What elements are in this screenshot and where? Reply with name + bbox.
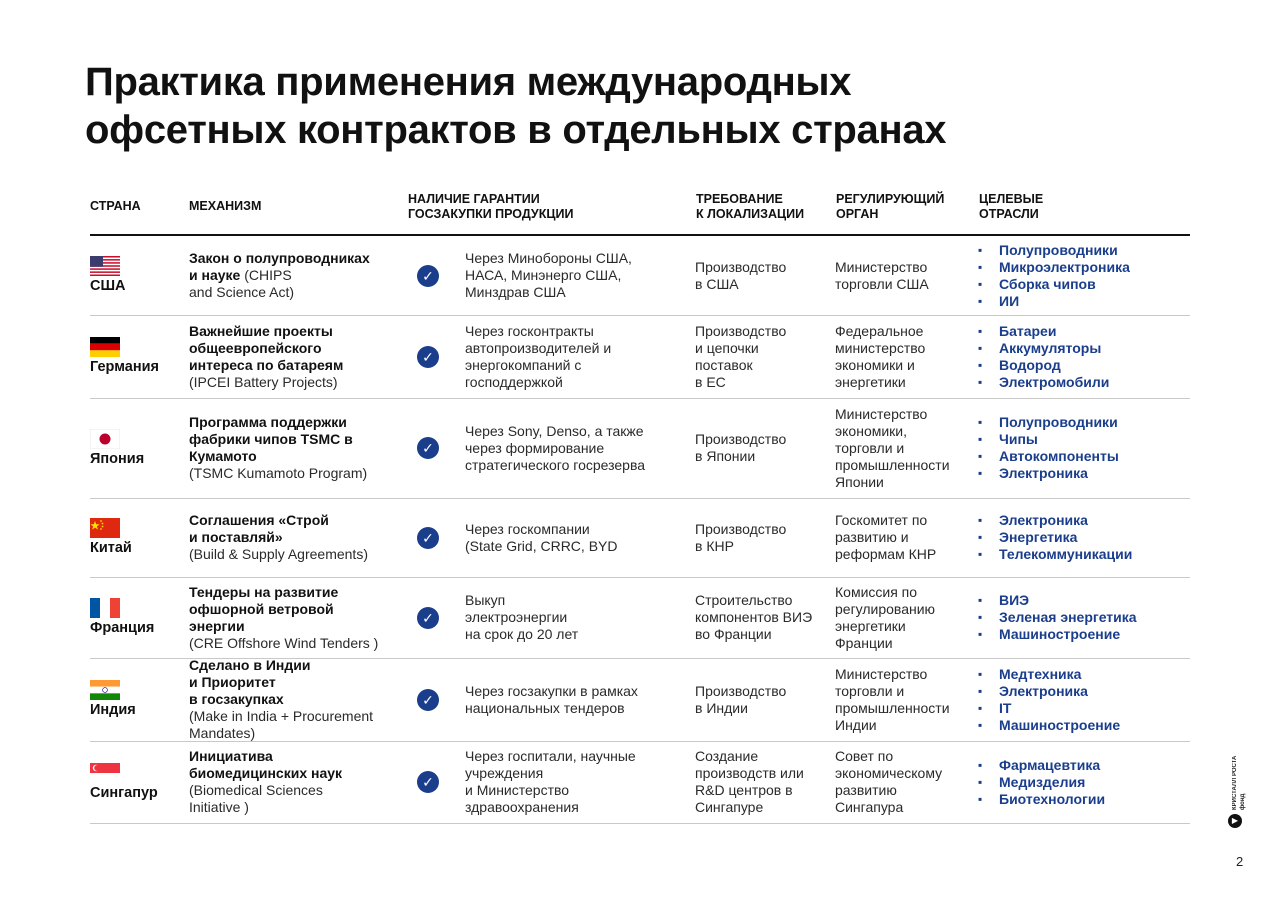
industry-item: ▪ IT (978, 700, 1190, 717)
industries-list (978, 414, 1190, 482)
regulator-line: Федеральное (835, 322, 924, 339)
localization-line: в КНР (695, 537, 734, 554)
industries-cell (978, 741, 1190, 823)
check-circle-icon: ✓ (417, 527, 439, 549)
mechanism-english-line: Initiative ) (189, 799, 249, 815)
guarantee-line: Через госзакупки в рамках (465, 682, 638, 699)
logo-icon: ▶ (1228, 814, 1242, 828)
localization-cell (695, 658, 830, 741)
guarantee-line: энергокомпаний с (465, 356, 582, 373)
header-localization (696, 192, 804, 222)
regulator-cell (835, 741, 975, 823)
regulator-line: Министерство (835, 405, 928, 422)
industry-item: ▪ Полупроводники (978, 242, 1190, 259)
industries-list (978, 323, 1190, 391)
guarantee-line: стратегического госрезерва (465, 456, 646, 473)
flag-in-icon (90, 680, 120, 700)
check-circle-icon: ✓ (417, 771, 439, 793)
industry-item: ▪ Микроэлектроника (978, 259, 1190, 276)
industry-item: ▪ Сборка чипов (978, 276, 1190, 293)
mechanism-name-line: и науке (189, 267, 241, 283)
guarantee-line: на срок до 20 лет (465, 626, 579, 642)
regulator-line: Комиссия по (835, 583, 918, 600)
mechanism-name-line: Соглашения «Строй (189, 512, 329, 528)
industry-item: ▪ ВИЭ (978, 592, 1190, 609)
localization-line: в ЕС (695, 373, 726, 390)
country-cell (90, 498, 185, 577)
country-cell (90, 236, 185, 315)
industry-item: ▪ Автокомпоненты (978, 448, 1190, 465)
localization-line: Производство (695, 520, 787, 537)
country-cell (90, 741, 185, 823)
table-row (90, 658, 1190, 742)
check-circle-icon: ✓ (417, 265, 439, 287)
guarantee-line: Минздрав США (465, 284, 566, 300)
industry-item: ▪ Электроника (978, 512, 1190, 529)
localization-cell (695, 741, 830, 823)
regulator-cell (835, 236, 975, 315)
mechanism-cell (189, 577, 404, 658)
regulator-cell (835, 658, 975, 741)
guarantee-cell (465, 236, 690, 315)
header-regulator-line-2: ОРГАН (836, 207, 879, 221)
industries-cell (978, 498, 1190, 577)
table-row (90, 315, 1190, 399)
regulator-line: энергетики (835, 617, 906, 634)
flag-jp-icon (90, 429, 120, 449)
guarantee-line: НАСА, Минэнерго США, (465, 267, 622, 283)
localization-cell (695, 315, 830, 398)
check-circle-icon: ✓ (417, 437, 439, 459)
localization-line: поставок (695, 356, 753, 373)
guarantee-line: здравоохранения (465, 799, 579, 815)
mechanism-cell (189, 658, 404, 741)
industry-item: ▪ Биотехнологии (978, 791, 1190, 808)
regulator-line: экономическому (835, 765, 943, 781)
mechanism-name-line: общеевропейского (189, 339, 322, 356)
header-guarantee-line-2: ГОСЗАКУПКИ ПРОДУКЦИИ (408, 207, 574, 221)
header-guarantee-line-1: НАЛИЧИЕ ГАРАНТИИ (408, 192, 540, 206)
header-guarantee (408, 192, 573, 222)
flag-sg-icon (90, 763, 120, 783)
regulator-line: экономики, (835, 422, 908, 439)
table-row (90, 741, 1190, 824)
mechanism-name-line: и поставляй» (189, 529, 283, 545)
mechanism-cell (189, 498, 404, 577)
industry-item: ▪ Медизделия (978, 774, 1190, 791)
guarantee-check-cell (408, 741, 448, 823)
localization-line: в США (695, 275, 739, 292)
industries-list (978, 666, 1190, 734)
localization-line: в Японии (695, 448, 756, 464)
industry-item: ▪ Чипы (978, 431, 1190, 448)
localization-line: Производство (695, 258, 787, 275)
guarantee-line: господдержкой (465, 373, 563, 390)
mechanism-name-line: офшорной ветровой (189, 600, 334, 617)
localization-cell (695, 236, 830, 315)
regulator-line: развитию и (835, 529, 909, 545)
flag-us-icon (90, 256, 120, 276)
regulator-line: Сингапура (835, 799, 904, 815)
mechanism-name-line: Инициатива (189, 748, 273, 764)
localization-line: Создание (695, 748, 759, 764)
country-name: Китай (90, 540, 132, 556)
mechanism-english-line: Mandates) (189, 725, 256, 741)
header-country: СТРАНА (90, 199, 141, 213)
industry-item: ▪ ИИ (978, 293, 1190, 310)
mechanism-english-line: (IPCEI Battery Projects) (189, 373, 338, 390)
mechanism-english-line: (Biomedical Sciences (189, 782, 323, 798)
guarantee-line: Через Минобороны США, (465, 250, 632, 266)
industry-item: ▪ Телекоммуникации (978, 546, 1190, 563)
regulator-line: Совет по (835, 748, 894, 764)
country-cell (90, 577, 185, 658)
flag-de-icon (90, 337, 120, 357)
mechanism-english-line: and Science Act) (189, 284, 295, 300)
guarantee-cell (465, 315, 690, 398)
guarantee-line: автопроизводителей и (465, 339, 612, 356)
guarantee-check-cell (408, 498, 448, 577)
header-industries-line-1: ЦЕЛЕВЫЕ (979, 192, 1044, 206)
industry-item: ▪ Водород (978, 357, 1190, 374)
regulator-line: Министерство (835, 665, 928, 682)
guarantee-line: Через госконтракты (465, 322, 594, 339)
industries-list (978, 757, 1190, 808)
regulator-line: Госкомитет по (835, 512, 928, 528)
mechanism-english-line: (Build & Supply Agreements) (189, 546, 368, 562)
check-circle-icon: ✓ (417, 689, 439, 711)
industry-item: ▪ Электромобили (978, 374, 1190, 391)
guarantee-cell (465, 577, 690, 658)
country-name: Япония (90, 450, 145, 467)
check-circle-icon: ✓ (417, 346, 439, 368)
guarantee-line: и Министерство (465, 782, 570, 798)
guarantee-line: через формирование (465, 439, 605, 456)
guarantee-line: Через госпитали, научные (465, 748, 636, 764)
mechanism-name-line: Тендеры на развитие (189, 583, 339, 600)
regulator-line: промышленности (835, 456, 950, 473)
mechanism-cell (189, 315, 404, 398)
mechanism-name-line: интереса по батареям (189, 356, 344, 373)
localization-line: в Индии (695, 699, 748, 716)
mechanism-name-line: Программа поддержки (189, 414, 347, 430)
industry-item: ▪ Энергетика (978, 529, 1190, 546)
regulator-line: министерство (835, 339, 926, 356)
industry-item: ▪ Машиностроение (978, 717, 1190, 734)
regulator-line: торговли США (835, 275, 929, 292)
guarantee-cell (465, 741, 690, 823)
industries-cell (978, 658, 1190, 741)
header-mechanism: МЕХАНИЗМ (189, 199, 262, 213)
industries-cell (978, 398, 1190, 498)
localization-line: Строительство (695, 592, 793, 608)
guarantee-check-cell (408, 577, 448, 658)
flag-fr-icon (90, 598, 120, 618)
guarantee-cell (465, 398, 690, 498)
regulator-line: промышленности (835, 699, 950, 716)
country-cell (90, 658, 185, 741)
guarantee-line: учреждения (465, 765, 544, 781)
mechanism-name-line: биомедицинских наук (189, 765, 343, 781)
mechanism-english-line: (TSMC Kumamoto Program) (189, 465, 368, 481)
regulator-cell (835, 398, 975, 498)
country-cell (90, 315, 185, 398)
regulator-cell (835, 498, 975, 577)
guarantee-line: национальных тендеров (465, 699, 625, 716)
regulator-line: Министерство (835, 258, 928, 275)
header-regulator (836, 192, 944, 222)
regulator-line: развитию (835, 782, 897, 798)
localization-line: и цепочки (695, 339, 759, 356)
mechanism-english-line: (CRE Offshore Wind Tenders ) (189, 634, 379, 651)
title-line-2: офсетных контрактов в отдельных странах (85, 108, 947, 152)
industry-item: ▪ Медтехника (978, 666, 1190, 683)
regulator-line: торговли и (835, 439, 905, 456)
industries-cell (978, 315, 1190, 398)
mechanism-name-line: энергии (189, 617, 245, 634)
regulator-line: Франции (835, 634, 893, 651)
localization-line: Сингапуре (695, 799, 764, 815)
header-industries (979, 192, 1043, 222)
localization-line: компонентов ВИЭ (695, 609, 813, 625)
guarantee-cell (465, 658, 690, 741)
guarantee-cell (465, 498, 690, 577)
localization-line: Производство (695, 682, 787, 699)
guarantee-check-cell (408, 236, 448, 315)
industry-item: ▪ Зеленая энергетика (978, 609, 1190, 626)
mechanism-english-line: (Make in India + Procurement (189, 708, 374, 724)
mechanism-name-line: Сделано в Индии (189, 657, 311, 673)
industries-list (978, 242, 1190, 310)
regulator-line: Японии (835, 473, 884, 490)
industries-list (978, 512, 1190, 563)
mechanism-cell (189, 741, 404, 823)
industry-item: ▪ Батареи (978, 323, 1190, 340)
regulator-line: Индии (835, 716, 877, 733)
industry-item: ▪ Электроника (978, 683, 1190, 700)
guarantee-line: Выкуп (465, 592, 506, 608)
header-regulator-line-1: РЕГУЛИРУЮЩИЙ (836, 192, 945, 206)
industry-item: ▪ Аккумуляторы (978, 340, 1190, 357)
country-name: Индия (90, 702, 136, 718)
check-circle-icon: ✓ (417, 607, 439, 629)
regulator-line: регулированию (835, 600, 936, 617)
title-line-1: Практика применения международных (85, 60, 852, 104)
mechanism-name-line: фабрики чипов TSMC в (189, 431, 353, 447)
table-row (90, 398, 1190, 499)
guarantee-check-cell (408, 398, 448, 498)
localization-line: Производство (695, 431, 787, 447)
header-industries-line-2: ОТРАСЛИ (979, 207, 1039, 221)
header-localization-line-1: ТРЕБОВАНИЕ (696, 192, 783, 206)
regulator-line: реформам КНР (835, 546, 937, 562)
country-name: Германия (90, 359, 159, 375)
localization-line: производств или (695, 765, 804, 781)
localization-line: R&D центров в (695, 782, 793, 798)
table-row (90, 498, 1190, 578)
industries-cell (978, 577, 1190, 658)
regulator-line: экономики и (835, 356, 915, 373)
country-name: Сингапур (90, 784, 158, 801)
guarantee-line: Через Sony, Denso, а также (465, 422, 644, 439)
localization-cell (695, 398, 830, 498)
guarantee-check-cell (408, 658, 448, 741)
industries-list (978, 592, 1190, 643)
regulator-cell (835, 315, 975, 398)
mechanism-name-line: Закон о полупроводниках (189, 250, 370, 266)
mechanism-name-line: в госзакупках (189, 691, 284, 707)
industries-cell (978, 236, 1190, 315)
country-name: Франция (90, 620, 155, 636)
industry-item: ▪ Машиностроение (978, 626, 1190, 643)
regulator-cell (835, 577, 975, 658)
mechanism-english-line: (CHIPS (240, 267, 292, 283)
localization-cell (695, 498, 830, 577)
country-cell (90, 398, 185, 498)
localization-line: во Франции (695, 626, 772, 642)
regulator-line: энергетики (835, 373, 906, 390)
country-name: США (90, 278, 126, 294)
mechanism-name-line: Важнейшие проекты (189, 322, 333, 339)
mechanism-cell (189, 398, 404, 498)
industry-item: ▪ Полупроводники (978, 414, 1190, 431)
header-localization-line-2: К ЛОКАЛИЗАЦИИ (696, 207, 805, 221)
mechanism-cell (189, 236, 404, 315)
guarantee-line: (State Grid, CRRC, BYD (465, 537, 618, 554)
industry-item: ▪ Фармацевтика (978, 757, 1190, 774)
table-row (90, 577, 1190, 659)
regulator-line: торговли и (835, 682, 905, 699)
logo-text: КРИСТАЛЛ РОСТА фонд (1232, 755, 1246, 810)
localization-line: Производство (695, 322, 787, 339)
guarantee-check-cell (408, 315, 448, 398)
page-title (85, 58, 1185, 154)
industry-item: ▪ Электроника (978, 465, 1190, 482)
page-number: 2 (1236, 854, 1244, 869)
mechanism-name-line: Кумамото (189, 448, 257, 464)
mechanism-name-line: и Приоритет (189, 674, 276, 690)
guarantee-line: электроэнергии (465, 609, 568, 625)
guarantee-line: Через госкомпании (465, 520, 590, 537)
table-row (90, 236, 1190, 316)
flag-cn-icon (90, 518, 120, 538)
localization-cell (695, 577, 830, 658)
